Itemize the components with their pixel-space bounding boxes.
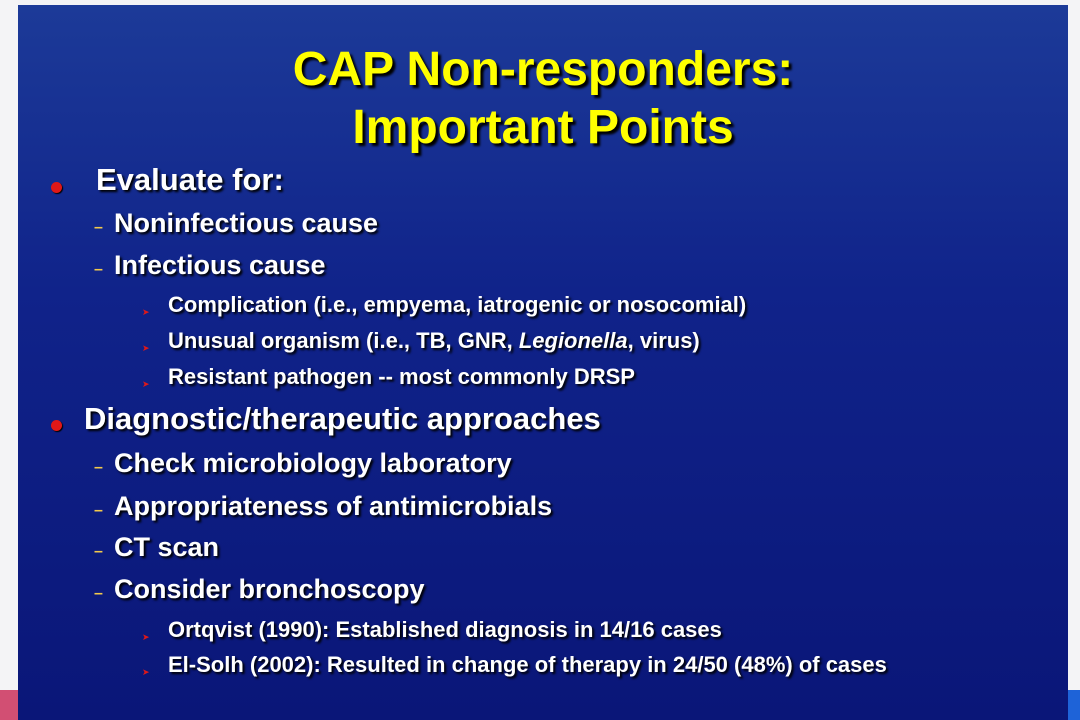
- list-subitem-el-solh: El-Solh (2002): Resulted in change of therapy in 24/50 (48%) of cases: [168, 652, 887, 677]
- dash-bullet-icon: –: [94, 585, 103, 602]
- dash-bullet-icon: –: [94, 502, 103, 519]
- right-edge-accent: [1068, 690, 1080, 720]
- dash-bullet-icon: –: [94, 219, 103, 236]
- list-item-noninfectious: Noninfectious cause: [114, 208, 379, 238]
- slide: [18, 5, 1068, 720]
- dash-bullet-icon: –: [94, 261, 103, 278]
- list-item-microbiology: Check microbiology laboratory: [114, 448, 512, 478]
- arrow-bullet-icon: ➤: [142, 379, 150, 389]
- bullet-dot-icon: [51, 420, 62, 431]
- unusual-organism-text: Unusual organism (i.e., TB, GNR,: [168, 328, 519, 353]
- left-edge-accent: [0, 690, 18, 720]
- section-evaluate-heading: Evaluate for:: [96, 162, 284, 197]
- list-subitem-resistant-pathogen: Resistant pathogen -- most commonly DRSP: [168, 364, 635, 389]
- unusual-organism-tail: , virus): [627, 328, 700, 353]
- right-window-edge: [1068, 0, 1080, 720]
- arrow-bullet-icon: ➤: [142, 307, 150, 317]
- arrow-bullet-icon: ➤: [142, 632, 150, 642]
- list-item-antimicrobials: Appropriateness of antimicrobials: [114, 491, 553, 521]
- title-line-1: CAP Non-responders:: [292, 43, 794, 96]
- list-item-ct-scan: CT scan: [114, 532, 220, 562]
- dash-bullet-icon: –: [94, 459, 103, 476]
- bullet-dot-icon: [51, 182, 62, 193]
- list-subitem-ortqvist: Ortqvist (1990): Established diagnosis in 14/16 cases: [168, 617, 722, 642]
- slide-title: [18, 41, 1068, 157]
- section-diagnostic-heading: Diagnostic/therapeutic approaches: [84, 401, 601, 436]
- list-subitem-unusual-organism: [168, 328, 700, 354]
- list-subitem-complication: Complication (i.e., empyema, iatrogenic or nosocomial): [168, 292, 747, 317]
- arrow-bullet-icon: ➤: [142, 343, 150, 353]
- list-item-infectious: Infectious cause: [114, 250, 326, 280]
- left-window-edge: [0, 0, 18, 720]
- legionella-italic: Legionella: [518, 328, 628, 353]
- list-item-bronchoscopy: Consider bronchoscopy: [114, 574, 425, 604]
- dash-bullet-icon: –: [94, 543, 103, 560]
- arrow-bullet-icon: ➤: [142, 667, 150, 677]
- title-line-2: Important Points: [352, 101, 734, 154]
